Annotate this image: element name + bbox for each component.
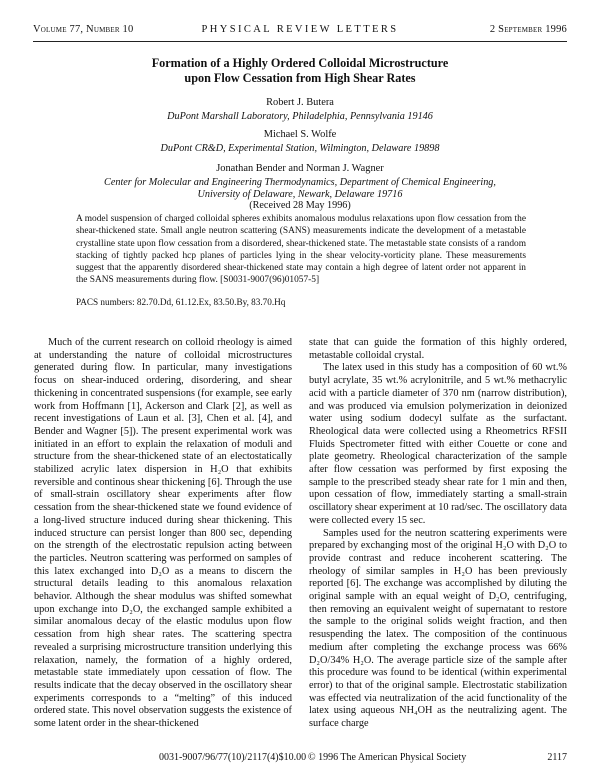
body-column-right bbox=[309, 337, 567, 731]
affiliation-2: DuPont CR&D, Experimental Station, Wilmington, Delaware 19898 bbox=[160, 143, 440, 154]
affiliation-3-line-1: Center for Molecular and Engineering Thermodynamics, Department of Chemical Engineering, bbox=[104, 177, 496, 188]
paragraph-continuation: state that can guide the formation of this highly ordered, metastable colloidal crystal. bbox=[309, 337, 567, 361]
author-1: Robert J. Butera bbox=[266, 97, 334, 108]
page-number: 2117 bbox=[547, 752, 567, 763]
affiliation-1: DuPont Marshall Laboratory, Philadelphia, Pennsylvania 19146 bbox=[167, 111, 433, 122]
header-rule bbox=[33, 41, 567, 42]
page-footer bbox=[33, 752, 567, 766]
issue-date: 2 September 1996 bbox=[489, 24, 567, 35]
paragraph: Much of the current research on colloid rheology is aimed at understanding the nature of colloidal microstructures generated during flow. In particular, many investigations focus on shear-induced ordering, disordering, and shear thickening in concentrated suspensions (for example, see early work from Hoffmann [1], Ackerson and Clark [2], as well as recent investigations of Laun et al. [3], Chen et al. [4], and Bender and Wagner [5]). The present experimental work was initiated in an effort to explain the relaxation of moduli and structure from the shear-thickened state of an electostatically stabilized acrylic latex dispersion in H₂O that exhibits reversible and continous shear thickening [6]. Through the use of small-strain oscillatory shear experiments after flow cessation from the shear-thickened state we found evidence of a long-lived structure induced during shear thickening. This induced structure can persist longer than 800 sec, depending on the strength of the electrostatic repulsion acting between the particles. Neutron scattering was performed on samples of this latex exchanged into D₂O as a means to discern the structural details leading to this anomalous relaxation behavior. Although the shear modulus was shifted somewhat upon exchange into D₂O, the exchanged sample exhibited a similar anomalous decay of the elastic modulus upon flow cessation from high shear rates. The scattering spectra revealed a surprising microstructure transition underlying this relaxation, namely, the formation of a highly ordered, metastable state immediately upon cessation of flow. The results indicate that the decay observed in the oscillatory shear experiments corresponds to a “melting” of this induced ordered state. This novel observation suggests the existence of some latent order in the shear-thickened bbox=[34, 337, 292, 730]
paragraph: The latex used in this study has a composition of 60 wt.% butyl acrylate, 35 wt.% acrylonitrile, and 5 wt.% methacrylic acid with a particle diameter of 370 nm (narrow distribution), and was produced via emulsion polymerization in deionized water using sodium dodecyl sulfate as the surfactant. Rheological data were collected using a Rheometrics RFSII Fluids Spectrometer fitted with either Couette or cone and plate geometry. Rheological characterization of the sample after flow cessation was performed by first exposing the sample to the prescribed steady shear rate for 1 min and then, upon cessation of flow, immediately starting a small-strain oscillatory shear experiment at 10 rad/sec. The oscillatory data were collected every 15 sec. bbox=[309, 362, 567, 526]
pacs-numbers: PACS numbers: 82.70.Dd, 61.12.Ex, 83.50.By, 83.70.Hq bbox=[76, 297, 286, 307]
running-header bbox=[33, 24, 567, 38]
title-line-2: upon Flow Cessation from High Shear Rates bbox=[184, 71, 416, 85]
author-3: Jonathan Bender and Norman J. Wagner bbox=[216, 163, 384, 174]
abstract: A model suspension of charged colloidal spheres exhibits anomalous modulus relaxations upon flow cessation from the shear-thickened state. Small angle neutron scattering (SANS) measurements indicate the development of a metastable crystalline state upon flow cessation from a disordered, shear-thickened state. The metastable state consists of a random stacking of tightly packed hcp planes of particles lying in the shear velocity-vorticity plane. These measurements suggest that the apparently disordered shear-thickened state may contain a high degree of latent order not apparent in the SANS measurements during flow. [S0031-9007(96)01057-5] bbox=[76, 214, 526, 286]
volume-number: Volume 77, Number 10 bbox=[33, 24, 134, 35]
article-title bbox=[60, 56, 540, 86]
affiliation-3-line-2: University of Delaware, Newark, Delaware 19716 bbox=[197, 189, 403, 200]
journal-name: PHYSICAL REVIEW LETTERS bbox=[201, 24, 399, 35]
copyright: © 1996 The American Physical Society bbox=[308, 752, 467, 763]
received-date: (Received 28 May 1996) bbox=[249, 200, 351, 211]
body-column-left bbox=[34, 337, 292, 731]
title-line-1: Formation of a Highly Ordered Colloidal Microstructure bbox=[151, 56, 449, 70]
article-code: 0031-9007/96/77(10)/2117(4)$10.00 bbox=[159, 752, 307, 763]
paragraph: Samples used for the neutron scattering experiments were prepared by exchanging most of the original H₂O with D₂O to provide contrast and reduce incoherent scattering. The rheology of similar samples in H₂O has been previously reported [6]. The exchange was accomplished by diluting the original sample with an equal weight of D₂O, centrifuging, then removing an equivalent weight of supernatant to restore the sample to the original solids weight fraction, and then resuspending the latex. The composition of the continuous medium after completing the exchange process was 66% D₂O/34% H₂O. The average particle size of the sample after this procedure was found to be identical (within experimental error) to that of the original sample. Electrostatic stabilization was effected via neutralization of the acid functionality of the latex using aqueous NH₄OH as the neutralizing agent. The surface charge bbox=[309, 527, 567, 730]
author-2: Michael S. Wolfe bbox=[263, 129, 337, 140]
